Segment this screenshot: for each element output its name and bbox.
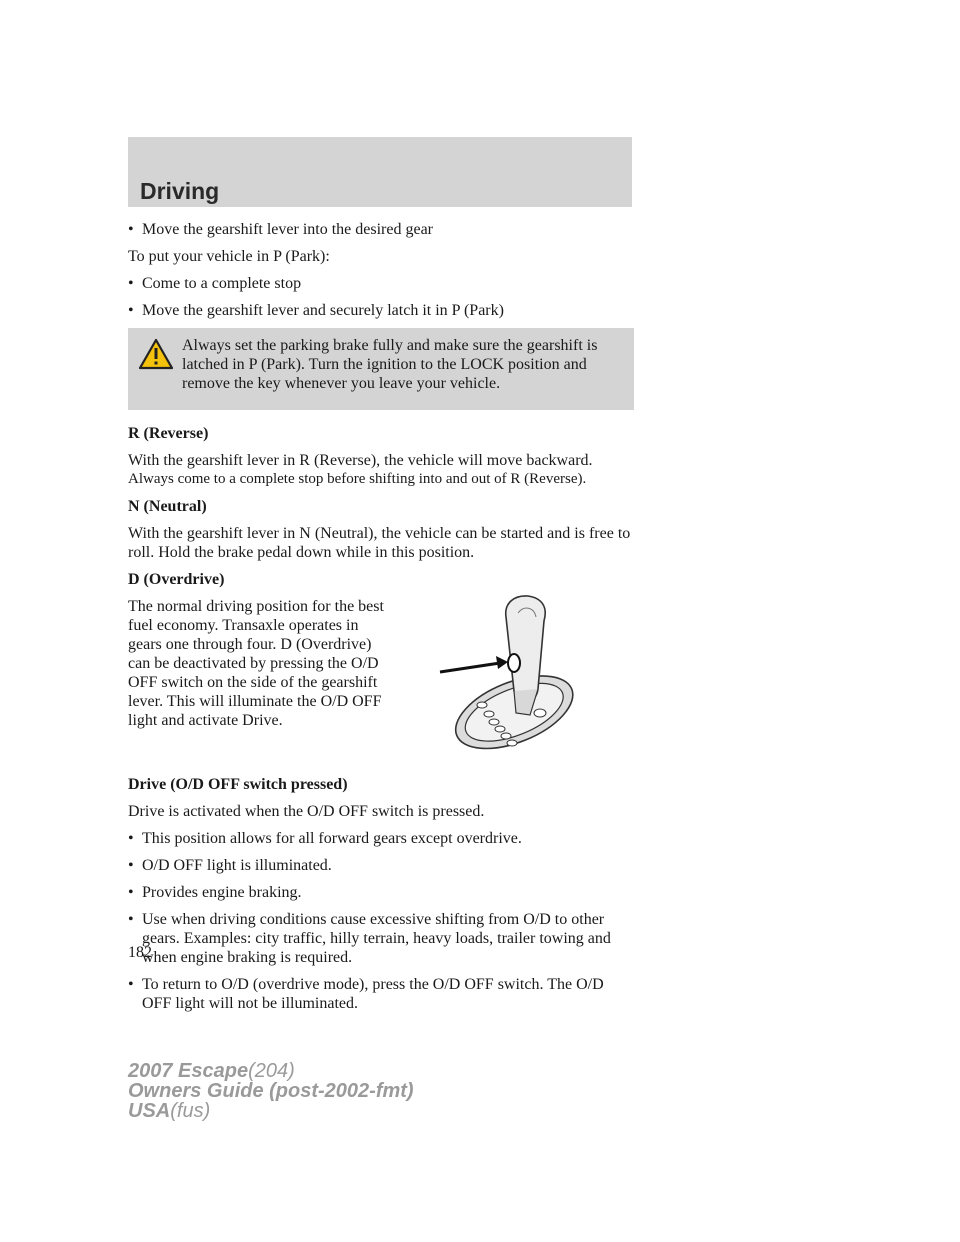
page-content bbox=[128, 220, 634, 1021]
warning-box bbox=[128, 328, 634, 410]
overdrive-figure-row bbox=[128, 597, 634, 763]
drive-od-off-intro: Drive is activated when the O/D OFF switch is pressed. bbox=[128, 803, 485, 820]
section-title: Driving bbox=[140, 178, 220, 204]
intro-bullet-list bbox=[128, 220, 634, 239]
footer-model: 2007 Escape bbox=[128, 1060, 249, 1082]
overdrive-heading: D (Overdrive) bbox=[128, 571, 225, 588]
list-item: • Provides engine braking. bbox=[128, 883, 634, 902]
list-item: • This position allows for all forward gears except overdrive. bbox=[128, 829, 634, 848]
list-item: • To return to O/D (overdrive mode), press the O/D OFF switch. The O/D OFF light will not be illuminated. bbox=[128, 975, 634, 1013]
drive-od-off-heading: Drive (O/D OFF switch pressed) bbox=[128, 776, 348, 793]
park-intro: To put your vehicle in P (Park): bbox=[128, 248, 330, 265]
reverse-heading: R (Reverse) bbox=[128, 425, 209, 442]
page-number: 182 bbox=[128, 944, 152, 961]
warning-text: Always set the parking brake fully and make sure the gearshift is latched in P (Park). Turn the ignition to the LOCK position and remove the key whenever you leave your vehicle. bbox=[182, 337, 598, 392]
overdrive-text: The normal driving position for the best fuel economy. Transaxle operates in gears one through four. D (Overdrive) can be deactivated by pressing the O/D OFF switch on the side of the gearshift lever. This will illuminate the O/D OFF light and activate Drive. bbox=[128, 598, 384, 729]
reverse-text-line2: Always come to a complete stop before shifting into and out of R (Reverse). bbox=[128, 471, 587, 487]
warning-triangle-icon bbox=[136, 335, 176, 375]
list-item: • O/D OFF light is illuminated. bbox=[128, 856, 634, 875]
list-item: • Come to a complete stop bbox=[128, 274, 634, 293]
list-item: • Move the gearshift lever and securely latch it in P (Park) bbox=[128, 301, 634, 320]
footer-guide: Owners Guide (post-2002-fmt) bbox=[128, 1080, 414, 1102]
reverse-text-line1: With the gearshift lever in R (Reverse), the vehicle will move backward. bbox=[128, 452, 593, 469]
drive-od-off-bullet-list bbox=[128, 829, 634, 1013]
neutral-heading: N (Neutral) bbox=[128, 498, 207, 515]
footer-model-code: (204) bbox=[248, 1060, 295, 1082]
neutral-text: With the gearshift lever in N (Neutral), the vehicle can be started and is free to roll. Hold the brake pedal down while in this position. bbox=[128, 525, 631, 561]
list-item: • Move the gearshift lever into the desired gear bbox=[128, 220, 634, 239]
footer-market: USA bbox=[128, 1100, 171, 1122]
document-footer bbox=[128, 1061, 414, 1121]
park-bullet-list bbox=[128, 274, 634, 320]
gearshift-lever-illustration bbox=[434, 593, 580, 753]
list-item: • Use when driving conditions cause excessive shifting from O/D to other gears. Examples: city traffic, hilly terrain, heavy loads, trailer towing and when engine braking is required. bbox=[128, 910, 634, 967]
footer-market-code: (fus) bbox=[170, 1100, 211, 1122]
